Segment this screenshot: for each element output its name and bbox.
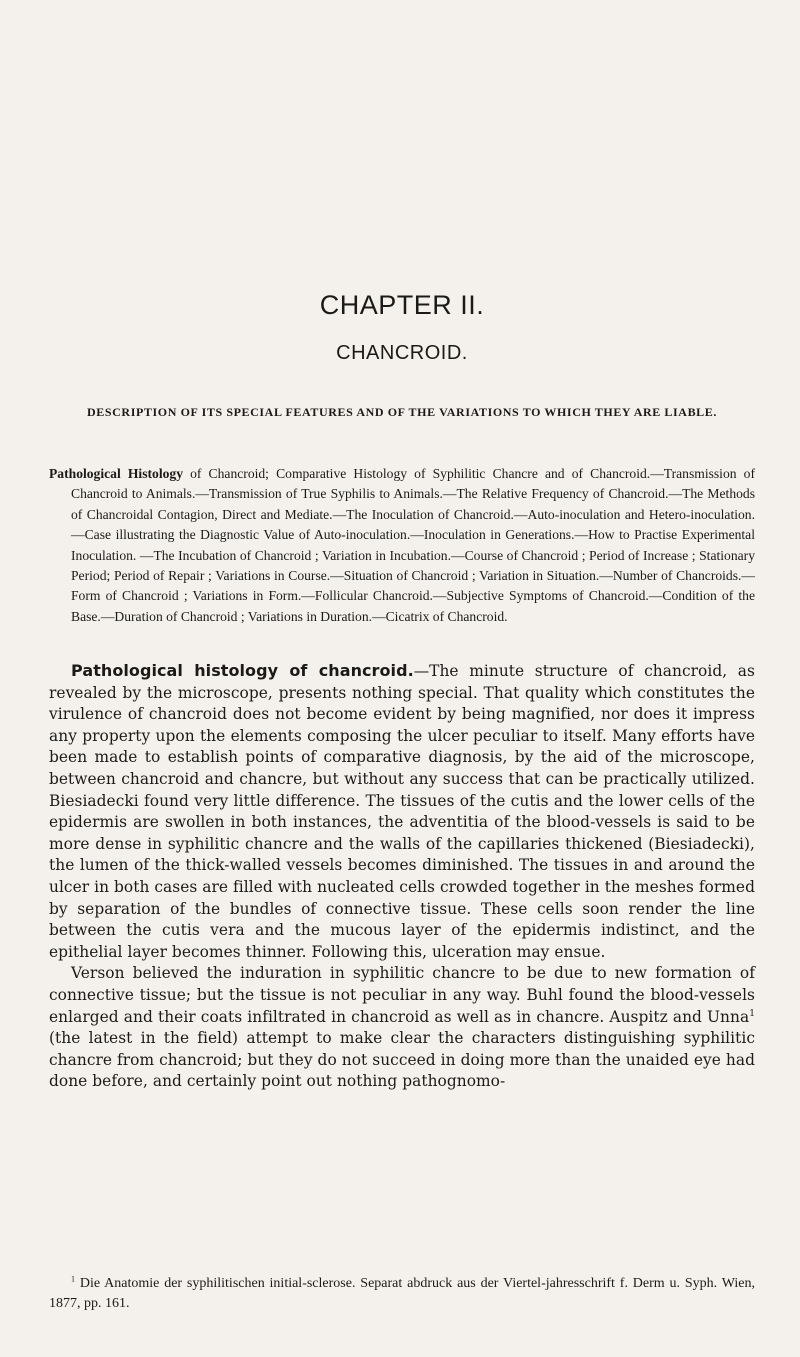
chapter-summary [49,464,755,627]
summary-lead: Pathological Histology [49,466,183,481]
section-heading: Pathological histology of chancroid. [71,661,414,680]
summary-text: of Chancroid; Comparative Histology of Syphilitic Chancre and of Chancroid.—Transmission of Chancroid to Animals.—Transmission of True Syphilis to Animals.—The Relative Frequency of Chancroid.—The Methods of Chancroidal Contagion, Direct and Mediate.—The Inoculation of Chancroid.—Auto-inoculation and Hetero-inoculation.—Case illustrating the Diagnostic Value of Auto-inoculation.—Inoculation in Generations.—How to Practise Experimental Inoculation. —The Incubation of Chancroid ; Variation in Incubation.—Course of Chancroid ; Period of Increase ; Stationary Period; Period of Repair ; Variations in Course.—Situation of Chancroid ; Variation in Situation.—Number of Chancroids.—Form of Chancroid ; Variations in Form.—Follicular Chancroid.—Subjective Symptoms of Chancroid.—Condition of the Base.—Duration of Chancroid ; Variations in Duration.—Cicatrix of Chancroid. [71,466,755,624]
chapter-subtitle: DESCRIPTION OF ITS SPECIAL FEATURES AND OF THE VARIATIONS TO WHICH THEY ARE LIABLE. [87,405,717,419]
chapter-heading: CHAPTER II. [319,290,485,320]
paragraph-2-text-a: Verson believed the induration in syphilitic chancre to be due to new formation of connective tissue; but the tissue is not peculiar in any way. Buhl found the blood-vessels enlarged and their coats infiltrated in chancroid as well as in chancre. Auspitz and Unna [49,964,755,1026]
chapter-title: CHANCROID. [336,342,468,364]
footnote-reference[interactable]: 1 [749,1008,755,1019]
paragraph-2 [49,963,755,1093]
footnote [49,1274,755,1314]
paragraph-1-text: —The minute structure of chancroid, as revealed by the microscope, presents nothing special. That quality which constitutes the virulence of chancroid does not become evident by being magnified, nor does it impress any property upon the elements composing the ulcer peculiar to itself. Many efforts have been made to establish points of comparative diagnosis, by the aid of the microscope, between chancroid and chancre, but without any success that can be practically utilized. Biesiadecki found very little difference. The tissues of the cutis and the lower cells of the epidermis are swollen in both instances, the adventitia of the blood-vessels is said to be more dense in syphilitic chancre and the walls of the capillaries thickened (Biesiadecki), the lumen of the thick-walled vessels becomes diminished. The tissues in and around the ulcer in both cases are filled with nucleated cells crowded together in the meshes formed by separation of the bundles of connective tissue. These cells soon render the line between the cutis vera and the mucous layer of the epidermis indistinct, and the epithelial layer becomes thinner. Following this, ulceration may ensue. [49,662,755,961]
body-text [49,660,755,1093]
paragraph-2-text-b: (the latest in the field) attempt to make clear the characters distinguishing syphilitic chancre from chancroid; but they do not succeed in doing more than the unaided eye had done before, and certainly point out nothing pathognomo- [49,1029,755,1091]
footnote-text: Die Anatomie der syphilitischen initial-sclerose. Separat abdruck aus der Viertel-jahresschrift f. Derm u. Syph. Wien, 1877, pp. 161. [49,1276,755,1311]
footnote-mark: 1 [71,1274,75,1284]
paragraph-1 [49,660,755,963]
